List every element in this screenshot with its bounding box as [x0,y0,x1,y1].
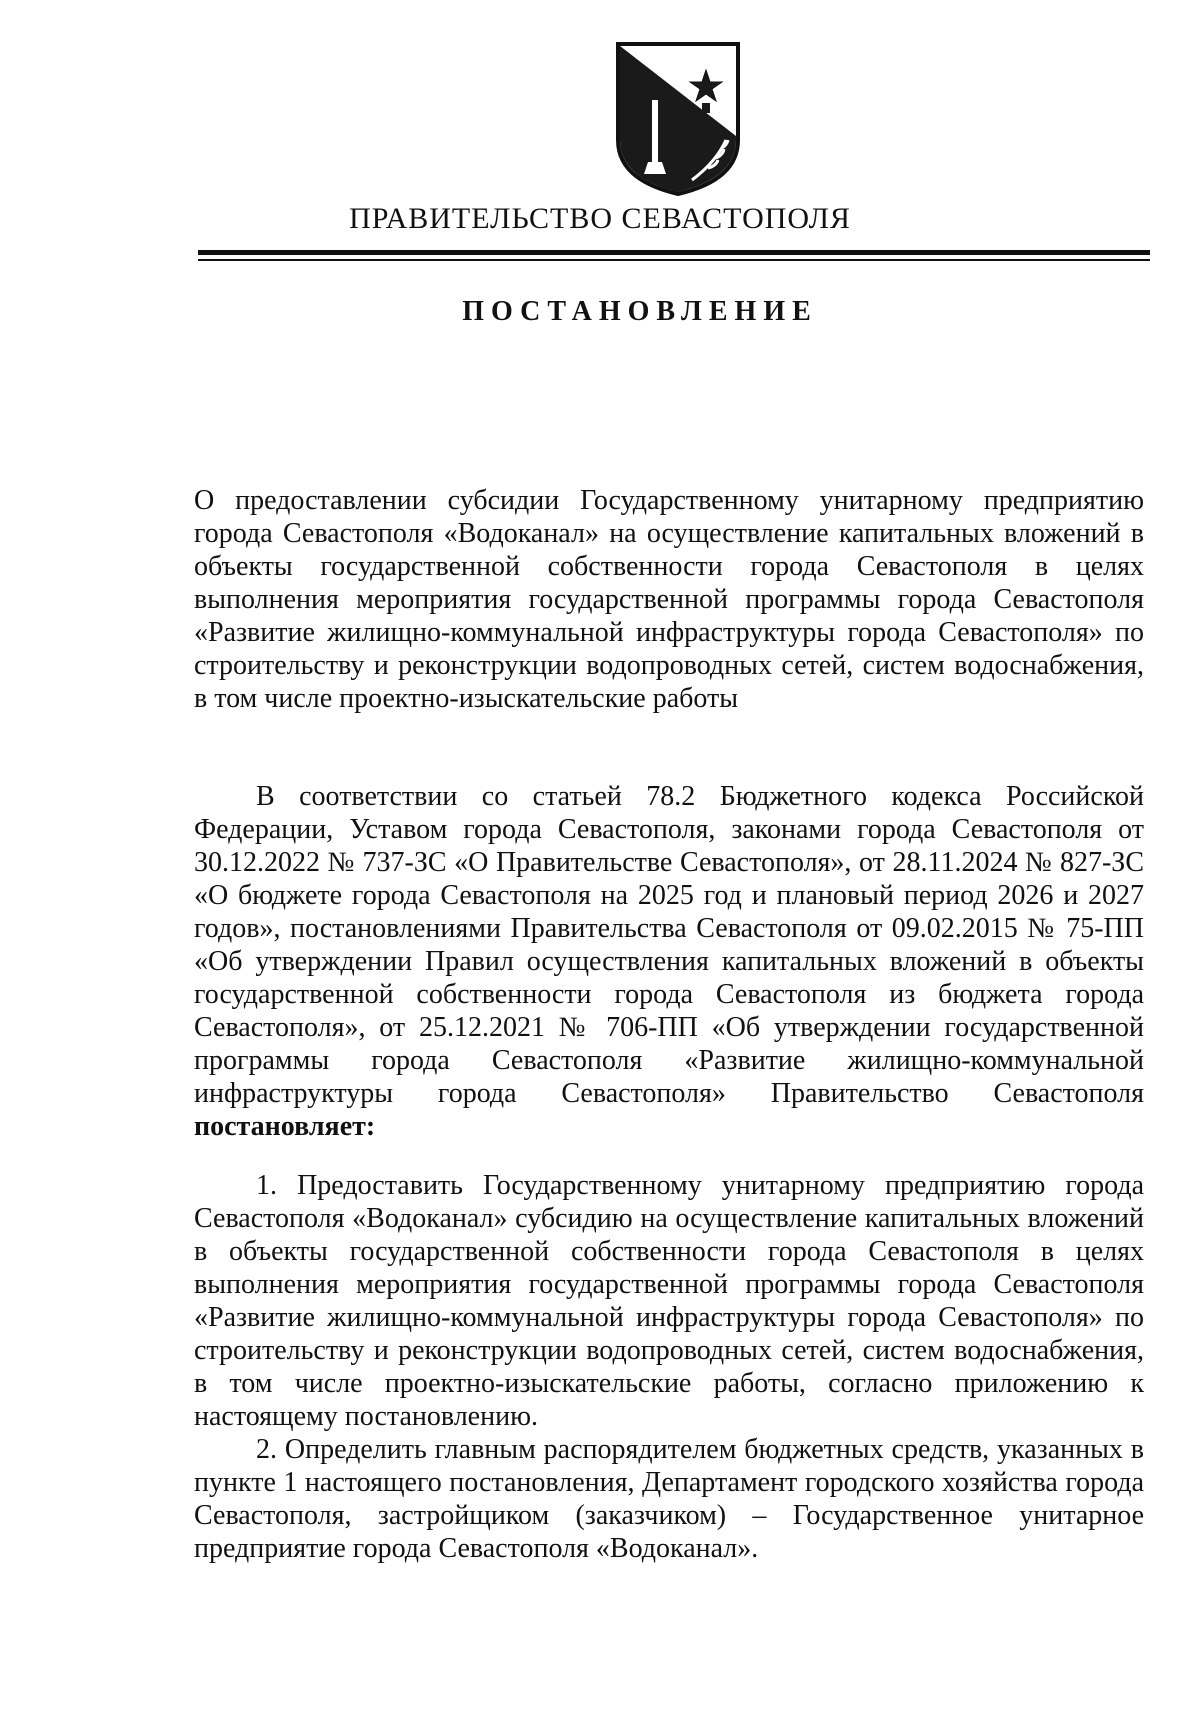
clause-2: 2. Определить главным распорядителем бюджетных средств, указанных в пункте 1 настоящего постановления, Департамент городского хозяйства города Севастополя, застройщиком (заказчиком) – Государственное унитарное предприятие города Севастополя «Водоканал». [194,1434,1144,1564]
preamble-paragraph [194,780,1144,1143]
clauses [194,1169,1144,1565]
document-subject [194,484,1144,715]
subject-text: О предоставлении субсидии Государственному унитарному предприятию города Севастополя «Водоканал» на осуществление капитальных вложений в объекты государственной собственности города Севастополя в целях выполнения мероприятия государственной программы города Севастополя «Развитие жилищно-коммунальной инфраструктуры города Севастополя» по строительству и реконструкции водопроводных сетей, систем водоснабжения, в том числе проектно-изыскательские работы [194,485,1144,714]
header-rule-thin [198,259,1150,261]
header-rule-thick [198,250,1150,255]
document-type-heading: ПОСТАНОВЛЕНИЕ [462,296,818,327]
sevastopol-coat-of-arms-icon [612,40,744,198]
preamble [194,780,1144,1143]
clause-1: 1. Предоставить Государственному унитарному предприятию города Севастополя «Водоканал» субсидию на осуществление капитальных вложений в объекты государственной собственности города Севастополя в целях выполнения мероприятия государственной программы города Севастополя «Развитие жилищно-коммунальной инфраструктуры города Севастополя» по строительству и реконструкции водопроводных сетей, систем водоснабжения, в том числе проектно-изыскательские работы, согласно приложению к настоящему постановлению. [194,1170,1144,1432]
preamble-text: В соответствии со статьей 78.2 Бюджетного кодекса Российской Федерации, Уставом города Севастополя, законами города Севастополя от 30.12.2022 № 737-ЗС «О Правительстве Севастополя», от 28.11.2024 № 827-ЗС «О бюджете города Севастополя на 2025 год и плановый период 2026 и 2027 годов», постановлениями Правительства Севастополя от 09.02.2015 № 75-ПП «Об утверждении Правил осуществления капитальных вложений в объекты государственной собственности города Севастополя из бюджета города Севастополя», от 25.12.2021 № 706-ПП «Об утверждении государственной программы города Севастополя «Развитие жилищно-коммунальной инфраструктуры города Севастополя» Правительство Севастополя [194,781,1144,1109]
resolves-keyword: постановляет: [194,1111,376,1142]
organization-name: ПРАВИТЕЛЬСТВО СЕВАСТОПОЛЯ [349,202,851,235]
